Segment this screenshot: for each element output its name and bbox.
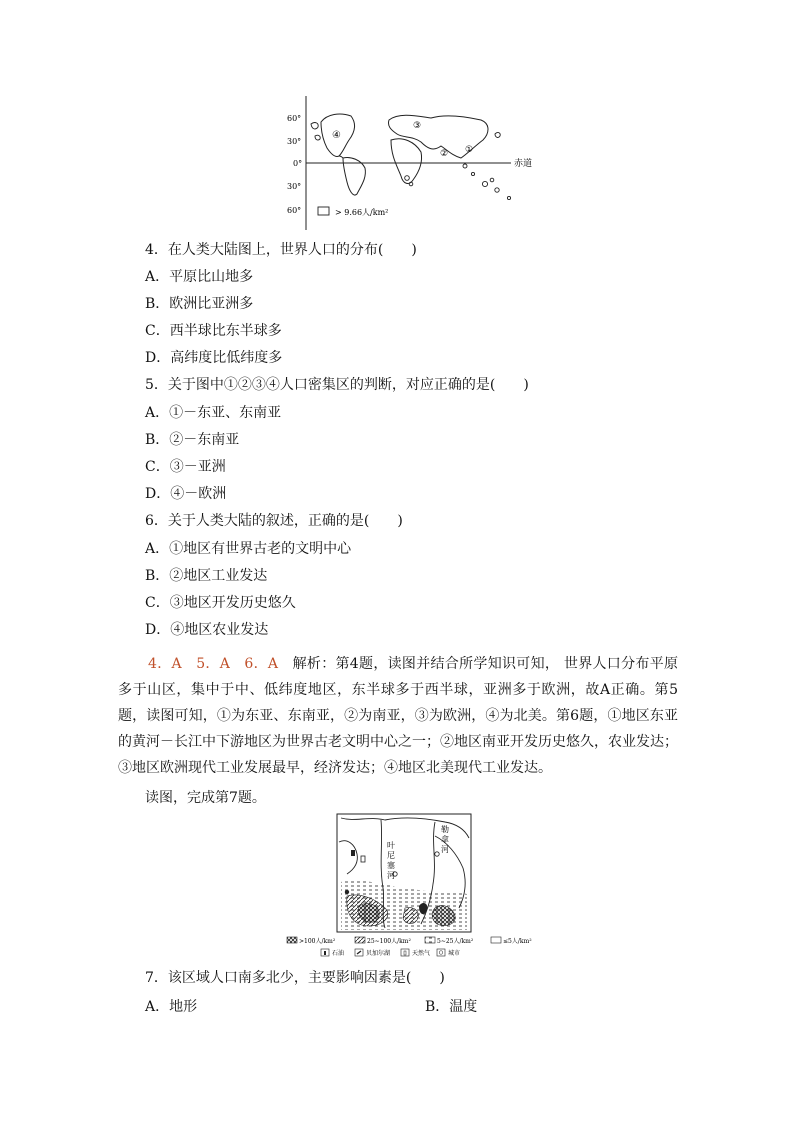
region-marker-2: ②: [440, 149, 449, 159]
lat-label-30n: 30°: [287, 137, 302, 146]
answer-explanation: 解析：第4题，读图并结合所学知识可知， 世界人口分布平原多于山区，集中于中、低纬度地区，东半球多于西半球，亚洲多于欧洲，故A正确。第5题，读图可知，①为东亚、东南亚，②为南亚，③为欧洲，④为北美。第6题，①地区东亚的黄河－长江中下游地区为世界古老文明中心之一；②地区南亚开发历史悠久，农业发达；③地区欧洲现代工业发展最早，经济发达；④地区北美现代工业发达。: [118, 656, 678, 776]
river-yenisei-char-1: 叶: [387, 841, 395, 850]
question-6-option-a: A．①地区有世界古老的文明中心: [145, 541, 352, 557]
legend-text: > 9.66人/km²: [335, 208, 389, 217]
oil-symbol: [351, 850, 355, 856]
question-4-option-a: A．平原比山地多: [145, 269, 254, 285]
river-lena-char-1: 勒: [441, 825, 449, 834]
river-yenisei-char-2: 尼: [387, 851, 395, 860]
legend-baikal: 贝加尔湖: [366, 950, 391, 957]
legend-5-25: 5~25人/km²: [437, 938, 474, 945]
river-yenisei-char-3: 塞: [387, 861, 395, 870]
question-4-option-d: D．高纬度比低纬度多: [145, 350, 283, 366]
lat-label-60n: 60°: [287, 114, 302, 123]
region-marker-3: ③: [413, 121, 422, 131]
legend-under-5: ≤5人/km²: [503, 938, 532, 945]
question-7-option-a: A．地形: [145, 999, 198, 1015]
region-marker-4: ④: [332, 130, 341, 141]
river-lena-char-2: 拿: [441, 835, 449, 844]
question-5-option-c: C．③－亚洲: [145, 459, 226, 475]
answer-analysis: [118, 651, 678, 781]
equator-label: 赤道: [514, 159, 533, 169]
siberia-map-svg: [285, 812, 547, 960]
question-6-stem: 6．关于人类大陆的叙述，正确的是( ): [145, 513, 403, 529]
legend-25-100: 25~100人/km²: [367, 938, 411, 945]
lat-label-0: 0°: [293, 159, 303, 168]
question-6-option-d: D．④地区农业发达: [145, 622, 269, 638]
legend-city: 城市: [448, 950, 461, 957]
question-6-option-c: C．③地区开发历史悠久: [145, 595, 296, 611]
legend-over-100: >100人/km²: [299, 938, 336, 945]
legend-oil: 石油: [332, 950, 345, 957]
question-5-stem: 5．关于图中①②③④人口密集区的判断，对应正确的是( ): [145, 377, 529, 393]
question-7-option-b: B．温度: [425, 999, 478, 1015]
answer-keys: 4．A 5．A 6．A: [148, 656, 279, 672]
question-5-option-d: D．④－欧洲: [145, 486, 227, 502]
region-marker-1: ①: [465, 145, 474, 155]
legend-gas: 天然气: [412, 950, 431, 957]
question-7-stem: 7．该区域人口南多北少，主要影响因素是( ): [145, 970, 445, 986]
world-map-svg: [285, 94, 545, 232]
world-population-map: [285, 94, 545, 232]
lat-label-60s: 60°: [287, 206, 302, 215]
question-6-option-b: B．②地区工业发达: [145, 568, 268, 584]
question-5-option-a: A．①－东亚、东南亚: [145, 405, 282, 421]
river-lena-char-3: 河: [441, 845, 449, 854]
read-prompt: 读图，完成第7题。: [145, 790, 266, 806]
question-5-option-b: B．②－东南亚: [145, 432, 240, 448]
river-yenisei-char-4: 河: [387, 871, 395, 880]
siberia-population-map: [285, 812, 547, 960]
africa-outline: [391, 139, 422, 184]
question-4-option-b: B．欧洲比亚洲多: [145, 296, 254, 312]
question-4-stem: 4．在人类大陆图上，世界人口的分布( ): [145, 242, 417, 258]
question-4-option-c: C．西半球比东半球多: [145, 323, 282, 339]
lat-label-30s: 30°: [287, 182, 302, 191]
legend-swatch: [318, 207, 329, 215]
